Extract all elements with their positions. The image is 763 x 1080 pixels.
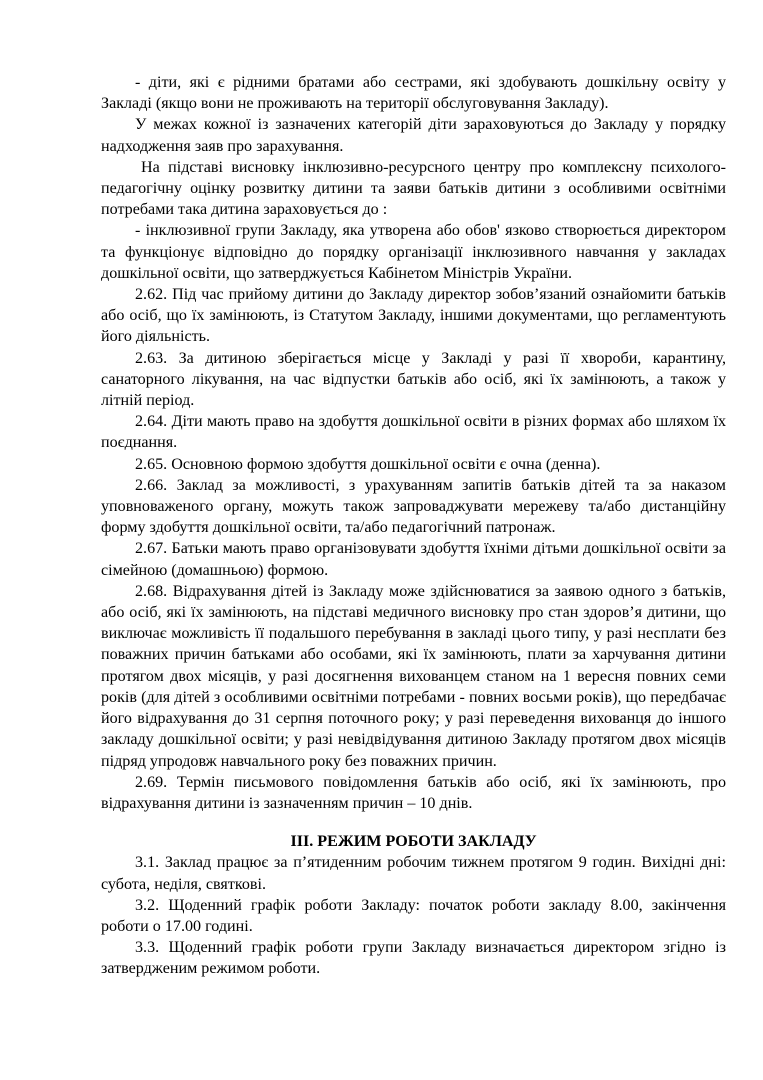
paragraph-3-2: 3.2. Щоденний графік роботи Закладу: початок роботи закладу 8.00, закінчення роботи о 17.00 годині. [101, 896, 726, 935]
paragraph-inclusive-group: - інклюзивної групи Закладу, яка утворена або обов' язково створюється директором та функціонує відповідно до порядку організації інклюзивного навчання у закладах дошкільної освіти, що затверджується Кабінетом Міністрів України. [101, 222, 726, 282]
paragraph-inclusive-center: На підставі висновку інклюзивно-ресурсного центру про комплексну психолого-педагогічну оцінку розвитку дитини та заяви батьків дитини з особливими освітніми потребами така дитина зараховується до : [101, 158, 726, 219]
document-body [101, 72, 726, 980]
paragraph-2-67: 2.67. Батьки мають право організовувати здобуття їхніми дітьми дошкільної освіти за сімейною (домашньою) формою. [101, 540, 726, 579]
paragraph-2-65: 2.65. Основною формою здобуття дошкільної освіти є очна (денна). [135, 455, 601, 473]
paragraph-3-3: 3.3. Щоденний графік роботи групи Закладу визначається директором згідно із затвердженим режимом роботи. [101, 939, 726, 978]
paragraph-2-68: 2.68. Відрахування дітей із Закладу може здійснюватися за заявою одного з батьків, або осіб, які їх замінюють, на підставі медичного висновку про стан здоров’я дитини, що виключає можливість її подальшого перебування в закладі цього типу, у разі несплати без поважних причин батьками або особами, які їх замінюють, плати за харчування дитини протягом двох місяців, у разі досягнення вихованцем станом на 1 вересня повних семи років (для дітей з особливими освітніми потребами - повних восьми років), що передбачає його відрахування до 31 серпня поточного року; у разі переведення вихованця до іншого закладу дошкільної освіти; у разі невідвідування дитиною Закладу протягом двох місяців підряд упродовж навчального року без поважних причин. [101, 582, 726, 770]
paragraph-3-1: 3.1. Заклад працює за п’ятиденним робочим тижнем протягом 9 годин. Вихідні дні: субота, неділя, святкові. [101, 854, 726, 893]
paragraph-siblings: - діти, які є рідними братами або сестрами, які здобувають дошкільну освіту у Закладі (якщо вони не проживають на території обслуговування Закладу). [101, 74, 726, 113]
paragraph-2-66: 2.66. Заклад за можливості, з урахуванням запитів батьків дітей та за наказом уповноваженого органу, можуть також запроваджувати мережеву та/або дистанційну форму здобуття дошкільної освіти, та/або педагогічний патронаж. [101, 476, 726, 537]
section-3-heading: ІІІ. РЕЖИМ РОБОТИ ЗАКЛАДУ [290, 833, 537, 851]
paragraph-order: У межах кожної із зазначених категорій діти зараховуються до Закладу у порядку надходження заяв про зарахування. [101, 116, 726, 155]
paragraph-2-62: 2.62. Під час прийому дитини до Закладу директор зобов’язаний ознайомити батьків або осіб, що їх замінюють, із Статутом Закладу, іншими документами, що регламентують його діяльність. [101, 286, 726, 346]
paragraph-2-63: 2.63. За дитиною зберігається місце у Закладі у разі її хвороби, карантину, санаторного лікування, на час відпустки батьків або осіб, які їх замінюють, а також у літній період. [101, 349, 726, 410]
paragraph-2-69: 2.69. Термін письмового повідомлення батьків або осіб, які їх замінюють, про відрахування дитини із зазначенням причин – 10 днів. [101, 773, 726, 812]
paragraph-2-64: 2.64. Діти мають право на здобуття дошкільної освіти в різних формах або шляхом їх поєднання. [101, 413, 726, 452]
